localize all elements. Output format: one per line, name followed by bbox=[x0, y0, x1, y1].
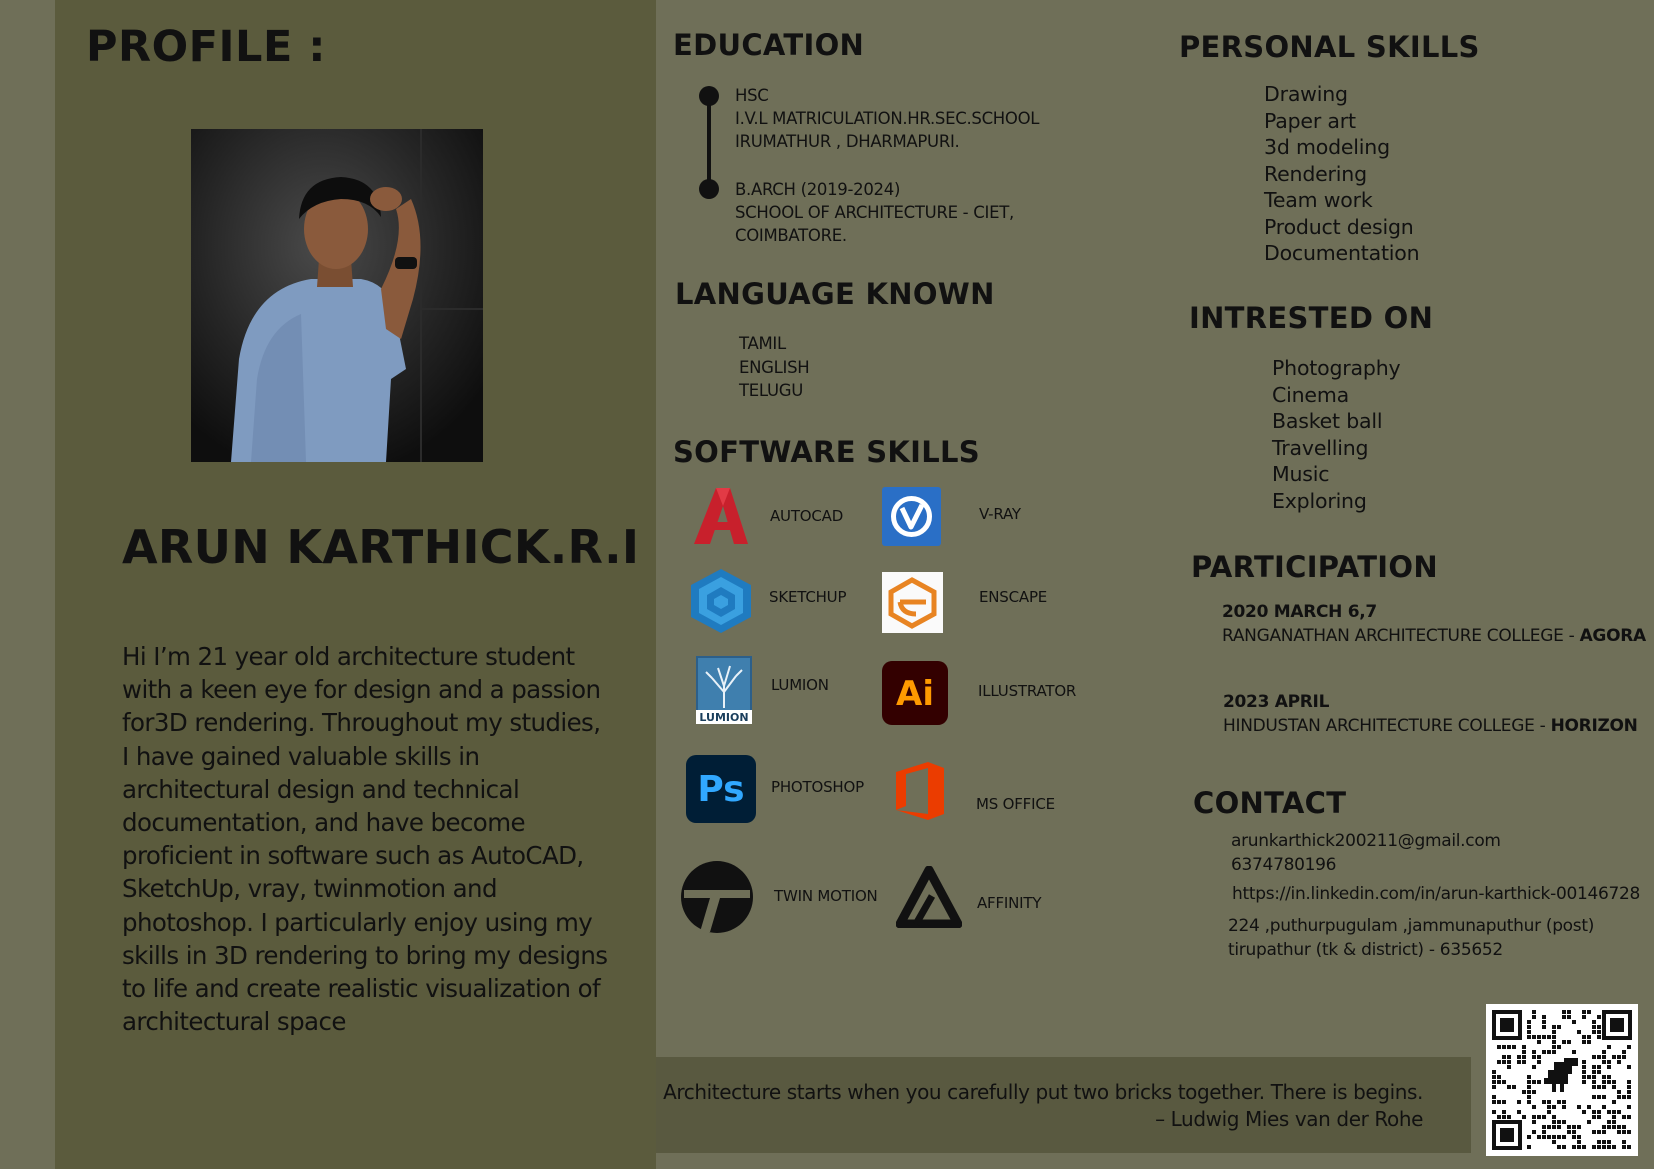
edu-school: I.V.L MATRICULATION.HR.SEC.SCHOOL bbox=[735, 109, 1040, 128]
quote-bar bbox=[656, 1057, 1471, 1153]
participation-heading: PARTICIPATION bbox=[1191, 550, 1438, 584]
skill-item: 3d modeling bbox=[1264, 135, 1390, 159]
vray-icon bbox=[882, 487, 941, 546]
lumion-icon bbox=[696, 656, 752, 724]
edu-location: IRUMATHUR , DHARMAPURI. bbox=[735, 132, 960, 151]
language-item: ENGLISH bbox=[739, 357, 810, 377]
interest-item: Cinema bbox=[1272, 382, 1349, 407]
skill-item: Team work bbox=[1264, 188, 1373, 212]
profile-heading: PROFILE : bbox=[86, 22, 326, 72]
address-line: tirupathur (tk & district) - 635652 bbox=[1228, 939, 1503, 960]
participation-entry bbox=[1222, 600, 1646, 648]
participation-date: 2020 MARCH 6,7 bbox=[1222, 602, 1377, 622]
language-item: TELUGU bbox=[739, 381, 804, 400]
contact-email-phone bbox=[1231, 830, 1501, 877]
personal-skills-list bbox=[1264, 81, 1419, 267]
lumion-icon-text: LUMION bbox=[699, 711, 749, 724]
software-heading: SOFTWARE SKILLS bbox=[673, 435, 980, 469]
education-timeline-line bbox=[707, 94, 711, 190]
contact-email[interactable]: arunkarthick200211@gmail.com bbox=[1231, 831, 1501, 851]
left-margin-strip bbox=[0, 0, 55, 1169]
languages-heading: LANGUAGE KNOWN bbox=[675, 277, 995, 311]
personal-skills-heading: PERSONAL SKILLS bbox=[1179, 30, 1480, 64]
software-label: ILLUSTRATOR bbox=[978, 682, 1077, 700]
contact-linkedin[interactable]: https://in.linkedin.com/in/arun-karthick-00146728 bbox=[1232, 884, 1641, 904]
participation-event: HORIZON bbox=[1550, 716, 1638, 736]
skill-item: Paper art bbox=[1264, 108, 1356, 133]
photoshop-icon-text: Ps bbox=[697, 769, 745, 810]
languages-list bbox=[739, 332, 809, 403]
education-heading: EDUCATION bbox=[673, 28, 865, 62]
quote bbox=[663, 1079, 1423, 1133]
interest-item: Photography bbox=[1272, 356, 1401, 380]
edu-school: SCHOOL OF ARCHITECTURE - CIET, bbox=[735, 203, 1014, 222]
interests-list bbox=[1272, 355, 1400, 514]
timeline-dot bbox=[699, 86, 719, 106]
address-line: 224 ,puthurpugulam ,jammunaputhur (post) bbox=[1228, 916, 1595, 936]
contact-phone[interactable]: 6374780196 bbox=[1231, 854, 1337, 875]
illustrator-icon-text: Ai bbox=[896, 674, 934, 714]
quote-author: – Ludwig Mies van der Rohe bbox=[1155, 1107, 1423, 1131]
education-entry-barch bbox=[735, 178, 1014, 247]
edu-location: COIMBATORE. bbox=[735, 226, 847, 245]
skill-item: Product design bbox=[1264, 214, 1414, 239]
sketchup-icon bbox=[688, 567, 754, 635]
software-label: ENSCAPE bbox=[979, 588, 1048, 606]
software-label: SKETCHUP bbox=[769, 588, 847, 606]
participation-event: AGORA bbox=[1579, 626, 1646, 646]
photoshop-icon bbox=[686, 755, 756, 823]
twinmotion-icon bbox=[680, 860, 754, 934]
interests-heading: INTRESTED ON bbox=[1189, 301, 1434, 335]
person-name: ARUN KARTHICK.R.I bbox=[122, 520, 640, 574]
interest-item: Basket ball bbox=[1272, 409, 1383, 433]
participation-entry bbox=[1223, 690, 1638, 738]
interest-item: Music bbox=[1272, 462, 1330, 486]
skill-item: Drawing bbox=[1264, 82, 1348, 106]
education-entry-hsc bbox=[735, 84, 1039, 153]
edu-degree: HSC bbox=[735, 86, 769, 105]
enscape-icon bbox=[882, 572, 943, 633]
illustrator-icon bbox=[882, 661, 948, 725]
software-label: LUMION bbox=[771, 676, 829, 694]
participation-college: HINDUSTAN ARCHITECTURE COLLEGE - bbox=[1223, 716, 1551, 736]
autocad-icon bbox=[690, 484, 752, 546]
language-item: TAMIL bbox=[739, 334, 786, 353]
skill-item: Rendering bbox=[1264, 161, 1367, 186]
quote-text: Architecture starts when you carefully put two bricks together. There is begins. bbox=[663, 1080, 1423, 1104]
timeline-dot bbox=[699, 179, 719, 199]
skill-item: Documentation bbox=[1264, 241, 1420, 265]
software-label: TWIN MOTION bbox=[774, 887, 878, 905]
software-label: AFFINITY bbox=[977, 894, 1042, 912]
interest-item: Exploring bbox=[1272, 488, 1367, 513]
ms-office-icon bbox=[892, 760, 948, 822]
contact-heading: CONTACT bbox=[1193, 786, 1347, 820]
profile-photo bbox=[191, 129, 483, 462]
bio-paragraph: Hi I’m 21 year old architecture student with a keen eye for design and a passion for3D rendering. Throughout my studies, I have gained valuable skills in architectural design and technical documentation, and have become proficient in software such as AutoCAD, SketchUp, vray, twinmotion and photoshop. I particularly enjoy using my skills in 3D rendering to bring my designs to life and create realistic visualization of architectural space bbox=[122, 642, 608, 1037]
portrait-image bbox=[191, 129, 483, 462]
qr-code[interactable] bbox=[1486, 1004, 1638, 1156]
qr-code-pattern bbox=[1486, 1004, 1638, 1156]
participation-date: 2023 APRIL bbox=[1223, 692, 1330, 712]
software-label: PHOTOSHOP bbox=[771, 778, 864, 796]
software-label: MS OFFICE bbox=[976, 795, 1055, 813]
affinity-icon bbox=[896, 866, 962, 928]
participation-college: RANGANATHAN ARCHITECTURE COLLEGE - bbox=[1222, 626, 1580, 646]
contact-address bbox=[1228, 915, 1594, 962]
software-label: AUTOCAD bbox=[770, 507, 844, 525]
software-label: V-RAY bbox=[979, 505, 1021, 523]
interest-item: Travelling bbox=[1272, 435, 1369, 460]
edu-degree: B.ARCH (2019-2024) bbox=[735, 180, 901, 199]
